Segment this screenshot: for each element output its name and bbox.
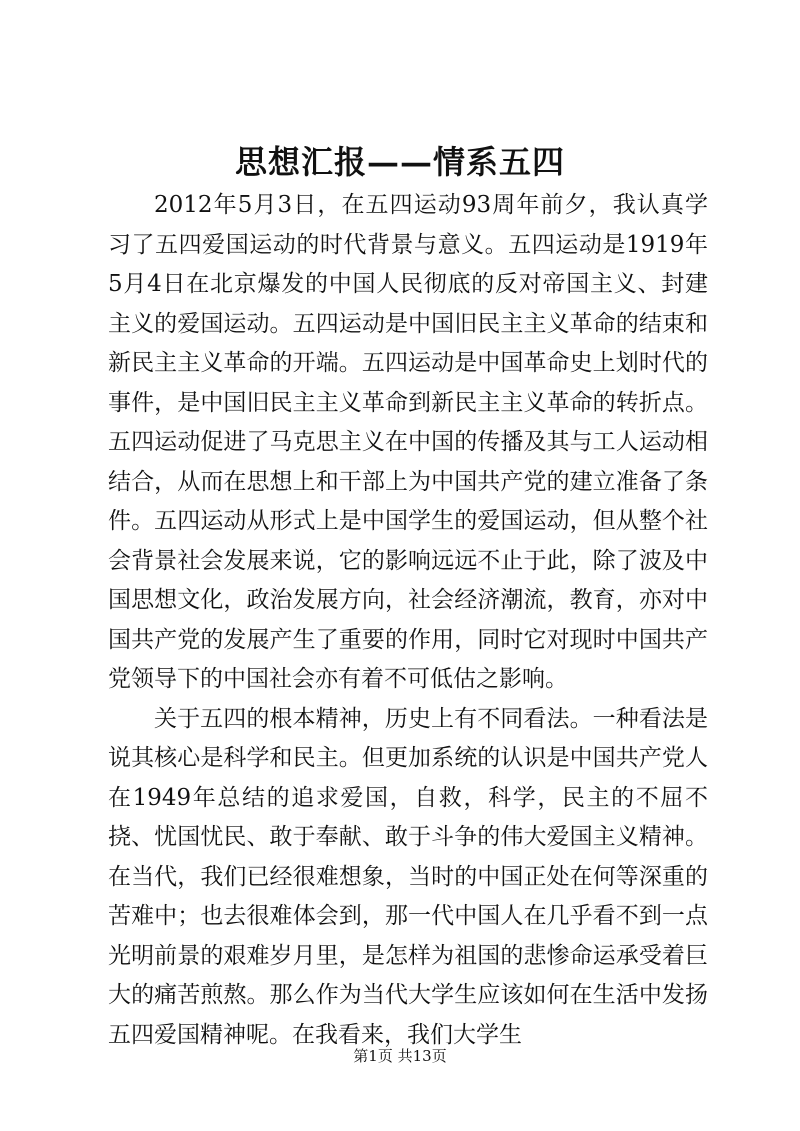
paragraph-2: 关于五四的根本精神，历史上有不同看法。一种看法是说其核心是科学和民主。但更加系统的认识是中国共产党人在1949年总结的追求爱国，自救，科学，民主的不屈不挠、忧国忧民、敢于奉献、敢于斗争的伟大爱国主义精神。在当代，我们已经很难想象，当时的中国正处在何等深重的苦难中；也去很难体会到，那一代中国人在几乎看不到一点光明前景的艰难岁月里，是怎样为祖国的悲惨命运承受着巨大的痛苦煎熬。那么作为当代大学生应该如何在生活中发扬五四爱国精神呢。在我看来，我们大学生 <box>108 705 708 1048</box>
page-title: 思想汇报——情系五四 <box>234 143 565 181</box>
page-footer: 第1页 共13页 <box>353 1047 447 1065</box>
document-body <box>108 186 708 1055</box>
paragraph-1: 2012年5月3日，在五四运动93周年前夕，我认真学习了五四爱国运动的时代背景与意义。五四运动是1919年5月4日在北京爆发的中国人民彻底的反对帝国主义、封建主义的爱国运动。五四运动是中国旧民主主义革命的结束和新民主主义革命的开端。五四运动是中国革命史上划时代的事件，是中国旧民主主义革命到新民主主义革命的转折点。五四运动促进了马克思主义在中国的传播及其与工人运动相结合，从而在思想上和干部上为中国共产党的建立准备了条件。五四运动从形式上是中国学生的爱国运动，但从整个社会背景社会发展来说，它的影响远远不止于此，除了波及中国思想文化，政治发展方向，社会经济潮流，教育，亦对中国共产党的发展产生了重要的作用，同时它对现时中国共产党领导下的中国社会亦有着不可低估之影响。 <box>108 192 708 692</box>
